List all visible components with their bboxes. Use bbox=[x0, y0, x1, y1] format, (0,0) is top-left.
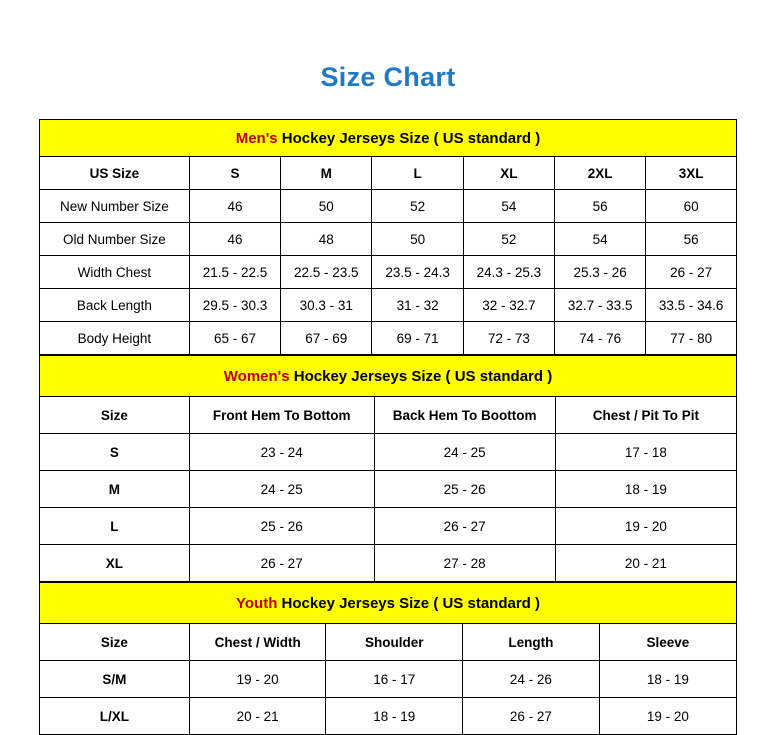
womens-size-table bbox=[39, 355, 737, 582]
cell: 20 - 21 bbox=[189, 698, 326, 735]
mens-banner-cell bbox=[40, 120, 737, 157]
row-label: Body Height bbox=[40, 322, 190, 355]
page-title: Size Chart bbox=[320, 62, 456, 92]
cell: 48 bbox=[281, 223, 372, 256]
row-label: New Number Size bbox=[40, 190, 190, 223]
cell: 32.7 - 33.5 bbox=[555, 289, 646, 322]
table-row bbox=[40, 289, 737, 322]
cell: 32 - 32.7 bbox=[463, 289, 554, 322]
cell: 18 - 19 bbox=[599, 661, 736, 698]
mens-header-cell: XL bbox=[463, 157, 554, 190]
mens-header-cell: S bbox=[189, 157, 280, 190]
cell: 17 - 18 bbox=[555, 434, 736, 471]
cell: 23.5 - 24.3 bbox=[372, 256, 463, 289]
cell: 19 - 20 bbox=[189, 661, 326, 698]
mens-size-table bbox=[39, 119, 737, 355]
cell: 22.5 - 23.5 bbox=[281, 256, 372, 289]
cell: 46 bbox=[189, 190, 280, 223]
cell: 20 - 21 bbox=[555, 545, 736, 582]
youth-banner-rest: Hockey Jerseys Size ( US standard ) bbox=[277, 594, 540, 612]
womens-banner-row bbox=[40, 356, 737, 397]
mens-banner-rest: Hockey Jerseys Size ( US standard ) bbox=[277, 129, 541, 147]
cell: 50 bbox=[372, 223, 463, 256]
cell: 52 bbox=[463, 223, 554, 256]
mens-banner-row bbox=[40, 120, 737, 157]
table-row bbox=[40, 698, 737, 735]
cell: 56 bbox=[646, 223, 737, 256]
cell: 19 - 20 bbox=[555, 508, 736, 545]
womens-header-cell: Size bbox=[40, 397, 190, 434]
row-label: Width Chest bbox=[40, 256, 190, 289]
cell: 18 - 19 bbox=[326, 698, 463, 735]
cell: 77 - 80 bbox=[646, 322, 737, 355]
table-row bbox=[40, 471, 737, 508]
youth-header-cell: Sleeve bbox=[599, 624, 736, 661]
cell: 74 - 76 bbox=[555, 322, 646, 355]
mens-header-cell: M bbox=[281, 157, 372, 190]
row-label: L bbox=[40, 508, 190, 545]
cell: 31 - 32 bbox=[372, 289, 463, 322]
cell: 25.3 - 26 bbox=[555, 256, 646, 289]
mens-header-cell: L bbox=[372, 157, 463, 190]
cell: 24 - 25 bbox=[374, 434, 555, 471]
cell: 67 - 69 bbox=[281, 322, 372, 355]
cell: 24 - 25 bbox=[189, 471, 374, 508]
youth-header-row bbox=[40, 624, 737, 661]
table-row bbox=[40, 545, 737, 582]
row-label: S bbox=[40, 434, 190, 471]
youth-banner-row bbox=[40, 583, 737, 624]
cell: 52 bbox=[372, 190, 463, 223]
row-label: Back Length bbox=[40, 289, 190, 322]
mens-header-row bbox=[40, 157, 737, 190]
cell: 60 bbox=[646, 190, 737, 223]
womens-header-cell: Front Hem To Bottom bbox=[189, 397, 374, 434]
table-row bbox=[40, 190, 737, 223]
cell: 19 - 20 bbox=[599, 698, 736, 735]
cell: 16 - 17 bbox=[326, 661, 463, 698]
row-label: Old Number Size bbox=[40, 223, 190, 256]
youth-size-table bbox=[39, 582, 737, 735]
row-label: L/XL bbox=[40, 698, 190, 735]
table-row bbox=[40, 256, 737, 289]
size-tables bbox=[39, 119, 737, 735]
table-row bbox=[40, 508, 737, 545]
cell: 69 - 71 bbox=[372, 322, 463, 355]
cell: 54 bbox=[555, 223, 646, 256]
womens-header-cell: Chest / Pit To Pit bbox=[555, 397, 736, 434]
cell: 26 - 27 bbox=[374, 508, 555, 545]
cell: 50 bbox=[281, 190, 372, 223]
cell: 24.3 - 25.3 bbox=[463, 256, 554, 289]
mens-header-cell: US Size bbox=[40, 157, 190, 190]
cell: 18 - 19 bbox=[555, 471, 736, 508]
womens-banner-accent: Women's bbox=[223, 367, 290, 385]
youth-header-cell: Shoulder bbox=[326, 624, 463, 661]
cell: 54 bbox=[463, 190, 554, 223]
cell: 25 - 26 bbox=[189, 508, 374, 545]
table-row bbox=[40, 223, 737, 256]
youth-header-cell: Length bbox=[463, 624, 600, 661]
womens-header-row bbox=[40, 397, 737, 434]
mens-header-cell: 3XL bbox=[646, 157, 737, 190]
cell: 56 bbox=[555, 190, 646, 223]
cell: 30.3 - 31 bbox=[281, 289, 372, 322]
cell: 33.5 - 34.6 bbox=[646, 289, 737, 322]
table-row bbox=[40, 322, 737, 355]
row-label: M bbox=[40, 471, 190, 508]
cell: 26 - 27 bbox=[646, 256, 737, 289]
mens-banner-accent: Men's bbox=[235, 129, 278, 147]
cell: 21.5 - 22.5 bbox=[189, 256, 280, 289]
youth-banner-accent: Youth bbox=[236, 594, 278, 612]
youth-banner-cell bbox=[40, 583, 737, 624]
cell: 27 - 28 bbox=[374, 545, 555, 582]
row-label: S/M bbox=[40, 661, 190, 698]
youth-header-cell: Size bbox=[40, 624, 190, 661]
cell: 23 - 24 bbox=[189, 434, 374, 471]
cell: 24 - 26 bbox=[463, 661, 600, 698]
cell: 26 - 27 bbox=[463, 698, 600, 735]
cell: 29.5 - 30.3 bbox=[189, 289, 280, 322]
mens-header-cell: 2XL bbox=[555, 157, 646, 190]
cell: 72 - 73 bbox=[463, 322, 554, 355]
youth-header-cell: Chest / Width bbox=[189, 624, 326, 661]
table-row bbox=[40, 434, 737, 471]
cell: 25 - 26 bbox=[374, 471, 555, 508]
cell: 65 - 67 bbox=[189, 322, 280, 355]
cell: 26 - 27 bbox=[189, 545, 374, 582]
womens-banner-rest: Hockey Jerseys Size ( US standard ) bbox=[289, 367, 553, 385]
row-label: XL bbox=[40, 545, 190, 582]
cell: 46 bbox=[189, 223, 280, 256]
womens-header-cell: Back Hem To Boottom bbox=[374, 397, 555, 434]
womens-banner-cell bbox=[40, 356, 737, 397]
